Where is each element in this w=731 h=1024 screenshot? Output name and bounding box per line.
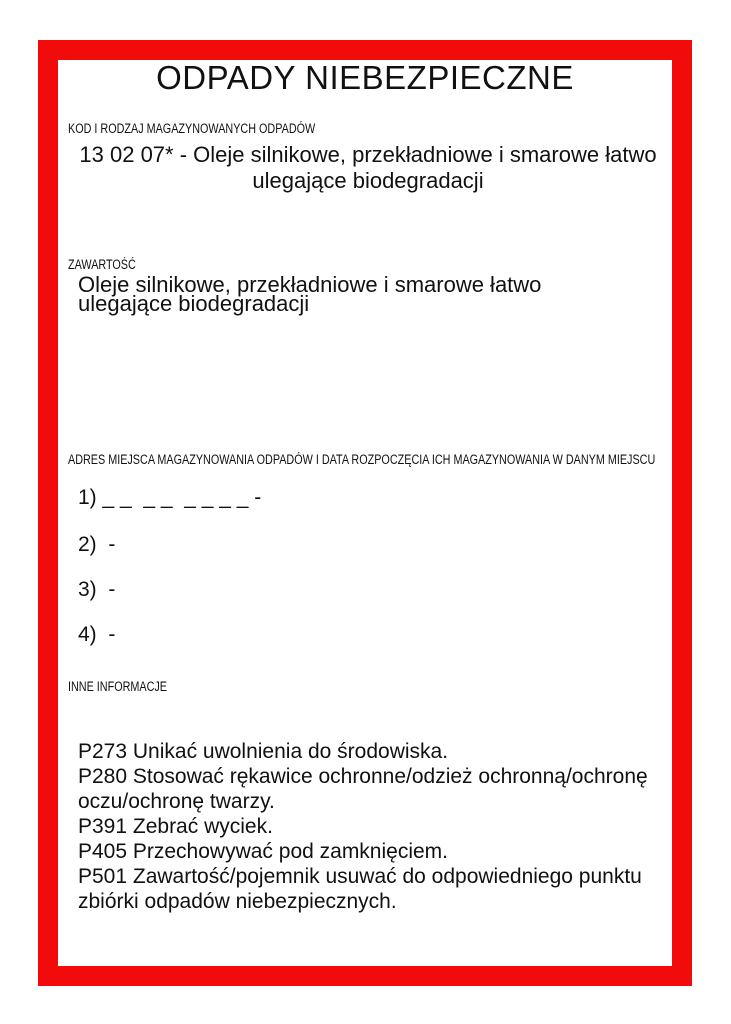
- page-title: ODPADY NIEBEZPIECZNE: [156, 59, 574, 96]
- precaution-statement: P501 Zawartość/pojemnik usuwać do odpowiedniego punktu zbiórki odpadów niebezpiecznych.: [78, 865, 642, 913]
- address-entry-2: 2) -: [78, 533, 116, 556]
- precaution-statement: P273 Unikać uwolnienia do środowiska.: [78, 740, 449, 763]
- section-label-waste-code: [68, 121, 377, 136]
- precaution-statement: P391 Zebrać wyciek.: [78, 815, 273, 838]
- section-label-storage-address-text: ADRES MIEJSCA MAGAZYNOWANIA ODPADÓW I DATA ROZPOCZĘCIA ICH MAGAZYNOWANIA W DANYM MIEJSCU: [68, 452, 656, 467]
- section-label-other-info: [68, 679, 192, 694]
- address-entry-3: 3) -: [78, 578, 116, 601]
- section-label-contents-text: ZAWARTOŚĆ: [68, 257, 136, 272]
- section-label-storage-address: [68, 452, 731, 467]
- contents-value: Oleje silnikowe, przekładniowe i smarowe łatwo ulegające biodegradacji: [78, 272, 542, 316]
- precaution-statement: P405 Przechowywać pod zamknięciem.: [78, 840, 449, 863]
- waste-code-value: 13 02 07* - Oleje silnikowe, przekładniowe i smarowe łatwo ulegające biodegradacji: [79, 142, 657, 194]
- section-label-contents: [68, 257, 153, 272]
- section-label-other-info-text: INNE INFORMACJE: [68, 679, 168, 694]
- precaution-statements: [78, 739, 674, 914]
- address-entry-1: 1) _ _ _ _ _ _ _ _ -: [78, 486, 262, 509]
- address-entry-4: 4) -: [78, 623, 116, 646]
- precaution-statement: P280 Stosować rękawice ochronne/odzież ochronną/ochronę oczu/ochronę twarzy.: [78, 765, 648, 813]
- section-label-waste-code-text: KOD I RODZAJ MAGAZYNOWANYCH ODPADÓW: [68, 121, 316, 136]
